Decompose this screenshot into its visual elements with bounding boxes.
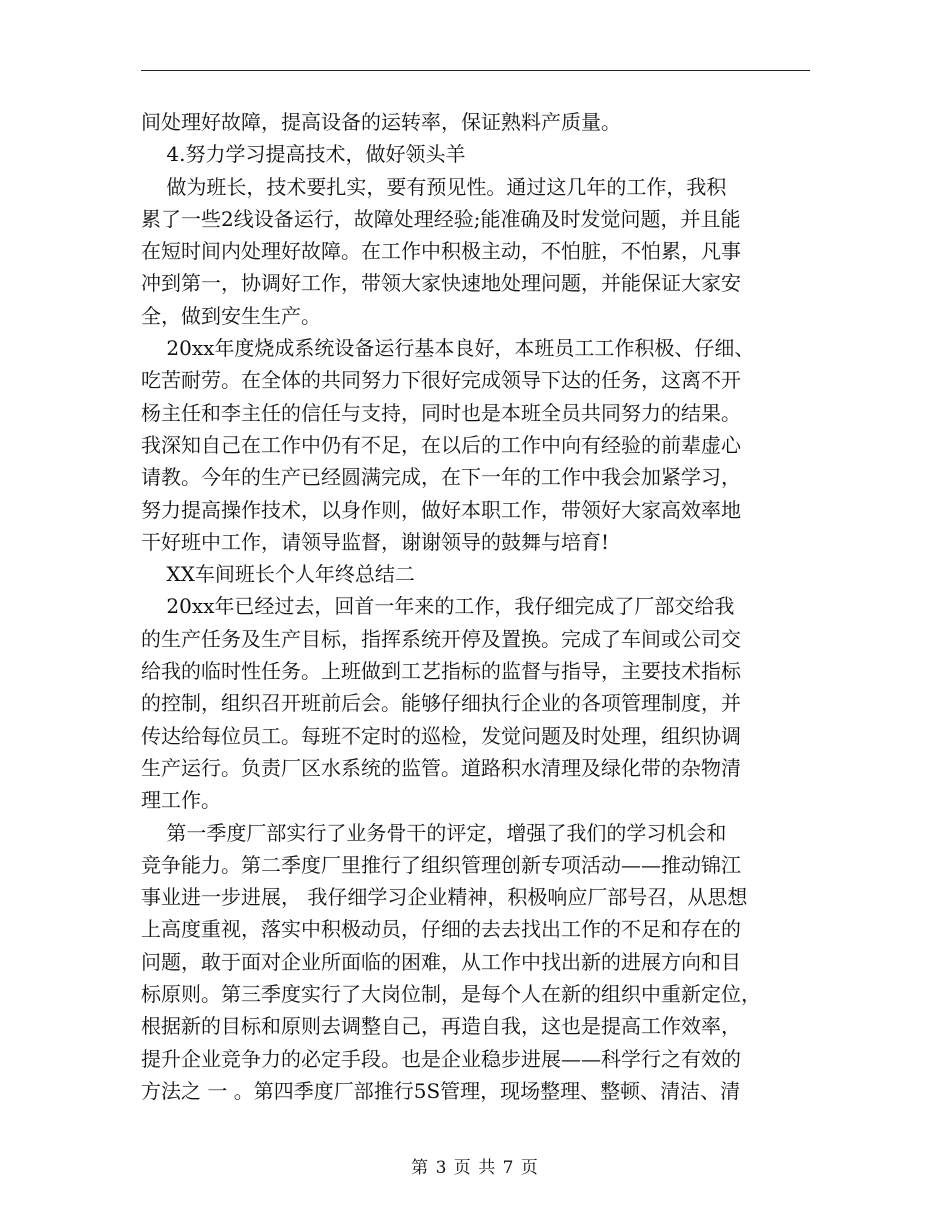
text-line: 给我的临时性任务。上班做到工艺指标的监督与指导，主要技术指标 xyxy=(141,659,741,684)
text-line: 的控制，组织召开班前后会。能够仔细执行企业的各项管理制度，并 xyxy=(141,691,741,716)
document-body xyxy=(141,106,821,1107)
text-line: 根据新的目标和原则去调整自己，再造自我，这也是提高工作效率， xyxy=(141,1014,741,1039)
text-line: 20xx年度烧成系统设备运行基本良好，本班员工工作积极、仔细、 xyxy=(141,336,755,361)
text-line: 标原则。第三季度实行了大岗位制，是每个人在新的组织中重新定位， xyxy=(141,982,761,1007)
text-line: 提升企业竞争力的必定手段。也是企业稳步进展——科学行之有效的 xyxy=(141,1046,741,1071)
text-line: 全，做到安生生产。 xyxy=(141,303,321,328)
text-line: 吃苦耐劳。在全体的共同努力下很好完成领导下达的任务，这离不开 xyxy=(141,368,741,393)
page-number-footer: 第 3 页 共 7 页 xyxy=(411,1158,539,1178)
text-line: 事业进一步进展， 我仔细学习企业精神，积极响应厂部号召，从思想 xyxy=(141,885,748,910)
text-line: 方法之 一 。第四季度厂部推行5S管理，现场整理、整顿、清洁、清 xyxy=(141,1078,741,1103)
text-line: 第一季度厂部实行了业务骨干的评定，增强了我们的学习机会和 xyxy=(141,820,727,845)
text-line: 理工作。 xyxy=(141,788,221,813)
text-line: XX车间班长个人年终总结二 xyxy=(141,562,415,587)
text-line: 间处理好故障，提高设备的运转率，保证熟料产质量。 xyxy=(141,110,621,134)
text-line: 在短时间内处理好故障。在工作中积极主动，不怕脏，不怕累，凡事 xyxy=(141,239,741,264)
text-line: 累了一些2线设备运行，故障处理经验;能准确及时发觉问题，并且能 xyxy=(141,206,741,231)
text-line: 竞争能力。第二季度厂里推行了组织管理创新专项活动——推动锦江 xyxy=(141,852,741,877)
text-line: 做为班长，技术要扎实，要有预见性。通过这几年的工作，我积 xyxy=(141,174,727,199)
text-line: 冲到第一，协调好工作，带领大家快速地处理问题，并能保证大家安 xyxy=(141,271,741,296)
text-line: 上高度重视，落实中积极动员，仔细的去去找出工作的不足和存在的 xyxy=(141,917,741,942)
text-line: 杨主任和李主任的信任与支持，同时也是本班全员共同努力的结果。 xyxy=(141,400,741,425)
text-line: 4.努力学习提高技术，做好领头羊 xyxy=(141,142,466,167)
header-rule xyxy=(141,70,810,71)
text-line: 请教。今年的生产已经圆满完成，在下一年的工作中我会加紧学习， xyxy=(141,465,741,490)
text-line: 生产运行。负责厂区水系统的监管。道路积水清理及绿化带的杂物清 xyxy=(141,755,741,780)
text-line: 传达给每位员工。每班不定时的巡检，发觉问题及时处理，组织协调 xyxy=(141,723,741,748)
text-line: 干好班中工作，请领导监督，谢谢领导的鼓舞与培育! xyxy=(141,529,610,554)
text-line: 20xx年已经过去，回首一年来的工作，我仔细完成了厂部交给我 xyxy=(141,594,735,619)
text-line: 我深知自己在工作中仍有不足，在以后的工作中向有经验的前辈虚心 xyxy=(141,432,741,457)
text-line: 问题，敢于面对企业所面临的困难，从工作中找出新的进展方向和目 xyxy=(141,949,741,974)
text-line: 努力提高操作技术，以身作则，做好本职工作，带领好大家高效率地 xyxy=(141,497,741,522)
text-line: 的生产任务及生产目标，指挥系统开停及置换。完成了车间或公司交 xyxy=(141,626,741,651)
